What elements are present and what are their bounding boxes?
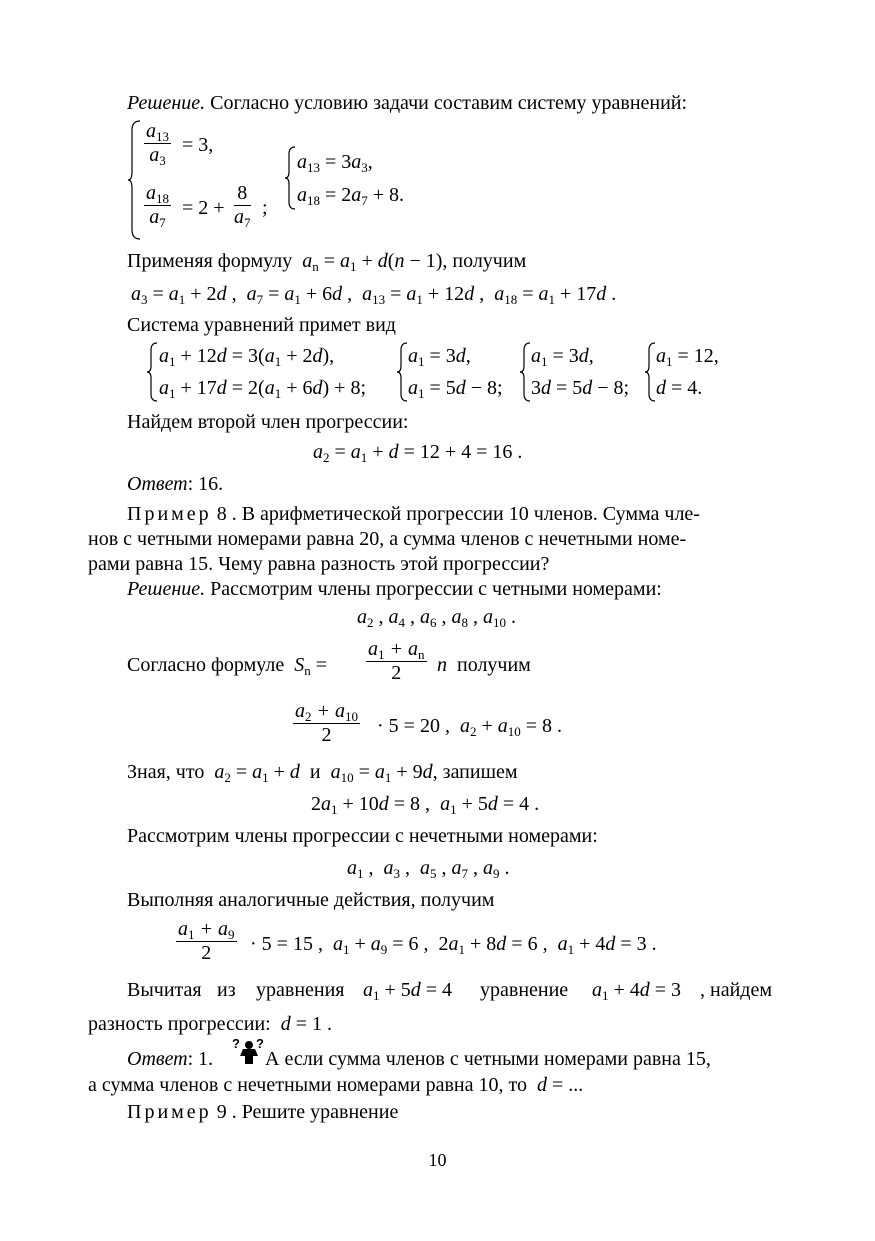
- a2-computation: $a_2 = a_1 + d = 12 + 4 = 16$ .: [313, 441, 523, 465]
- second-term-text: Найдем второй член прогрессии:: [127, 411, 409, 433]
- system-1-brace: [128, 120, 142, 240]
- example-number: 8 .: [211, 503, 237, 525]
- sys-b-1: $a_1 = 3d$,: [408, 345, 471, 369]
- odd-sum-fraction: $\frac{a_1 + a_9}{2}$: [178, 918, 235, 964]
- example-label: Пример: [127, 1101, 212, 1123]
- subtract-w5: , найдем: [700, 979, 772, 1001]
- odd-result: · 5 = 15 , $a_1 + a_9 = 6$ , $2a_1 + 8d = 6$ , $a_1 + 4d = 3$ .: [250, 933, 657, 957]
- difference-line: разность прогрессии: d = 1 .: [88, 1013, 332, 1035]
- sys-d-2: d = 4.: [656, 377, 703, 399]
- fraction-a18-a7: $\frac{a_{18}}{a_7}$: [146, 182, 169, 230]
- example-8-line-2: нов с четными номерами равна 20, а сумма членов с нечетными номе-: [88, 528, 687, 550]
- answer-value: : 1.: [187, 1048, 214, 1070]
- svg-text:?: ?: [256, 1036, 264, 1051]
- knowing-line: Зная, что $a_2 = a_1 + d$ и $a_{10} = a_1 + 9d$, запишем: [127, 761, 518, 785]
- eq-equals-2: = 2 +: [182, 197, 225, 219]
- semicolon: ;: [262, 197, 268, 219]
- and-word: и: [309, 761, 321, 783]
- formula-text: Согласно формуле: [127, 654, 285, 676]
- question-text: а сумма членов с нечетными номерами равна 10, то: [88, 1074, 527, 1096]
- fraction-a13-a3: $\frac{a_{13}}{a_3}$: [146, 120, 169, 168]
- sys-c-2: 3d = 5d − 8;: [531, 377, 630, 399]
- thinking-person-icon: [232, 1036, 266, 1066]
- sum-fraction: $\frac{a_1 + a_n}{2}$: [368, 638, 425, 684]
- even-sum-eq: · 5 = 20 , $a_2 + a_{10} = 8$ .: [377, 715, 563, 739]
- answer-value: : 16.: [187, 473, 224, 495]
- formula-line: Согласно формуле $S_n$ =: [127, 654, 328, 678]
- system-2-brace: [285, 146, 297, 210]
- fraction-8-a7: $\frac{8}{a_7}$: [234, 182, 251, 230]
- question-line-1: А если сумма членов с четными номерами равна 15,: [265, 1048, 711, 1070]
- solution-2-line: [127, 577, 662, 601]
- sys-d-1: $a_1 = 12$,: [656, 345, 719, 369]
- odd-text: Рассмотрим члены прогрессии с нечетными номерами:: [127, 825, 598, 847]
- example-text: В арифметической прогрессии 10 членов. Сумма чле-: [236, 503, 700, 525]
- sys-a-1: $a_1 + 12d = 3(a_1 + 2d)$,: [159, 345, 335, 369]
- solution-label: Решение.: [127, 92, 206, 114]
- subtract-w3: уравнения: [256, 979, 345, 1001]
- answer-label: Ответ: [127, 473, 188, 495]
- system-text: Система уравнений примет вид: [127, 314, 396, 336]
- answer-1: [127, 472, 223, 496]
- answer-label: Ответ: [127, 1048, 188, 1070]
- even-sum-fraction: $\frac{a_2 + a_{10}}{2}$: [295, 700, 358, 746]
- solution-label: Решение.: [127, 578, 206, 600]
- example-text: Решите уравнение: [236, 1101, 399, 1123]
- eq-a18: $a_{18} = 2a_7 + 8$.: [297, 184, 405, 208]
- subtract-w1: Вычитая: [127, 979, 202, 1001]
- apply-tail: , получим: [442, 250, 527, 272]
- knowing-tail: , запишем: [432, 761, 518, 783]
- formula-tail: n получим: [437, 654, 531, 676]
- example-9-line: [127, 1100, 398, 1124]
- solution-text: Согласно условию задачи составим систему уравнений:: [205, 92, 688, 114]
- svg-text:?: ?: [232, 1036, 240, 1051]
- example-8-line-3: рами равна 15. Чему равна разность этой прогрессии?: [88, 553, 550, 575]
- apply-line: Применяя формулу $a_n = a_1 + d(n - 1)$, получим: [127, 250, 527, 274]
- eq-equals-3: = 3,: [182, 134, 214, 156]
- difference-text: разность прогрессии:: [88, 1013, 271, 1035]
- similar-text: Выполняя аналогичные действия, получим: [127, 889, 495, 911]
- subtract-eq2: $a_1 + 4d = 3$: [592, 979, 682, 1003]
- solution-text: Рассмотрим члены прогрессии с четными номерами:: [205, 578, 662, 600]
- solution-1-line: [127, 91, 687, 115]
- sys-c-1: $a_1 = 3d$,: [531, 345, 594, 369]
- sys-b-2: $a_1 = 5d - 8$;: [408, 377, 503, 401]
- example-number: 9 .: [211, 1101, 237, 1123]
- subtract-eq1: $a_1 + 5d = 4$: [363, 979, 453, 1003]
- knowing-text: Зная, что: [127, 761, 205, 783]
- apply-text: Применяя формулу: [127, 250, 293, 272]
- even-terms: $a_2$ , $a_4$ , $a_6$ , $a_8$ , $a_{10}$ .: [357, 606, 516, 630]
- example-8-line-1: [127, 502, 700, 526]
- formula-tail-text: получим: [457, 654, 531, 676]
- brace-a: [147, 342, 159, 402]
- question-line-2: а сумма членов с нечетными номерами равна 10, то d = ...: [88, 1074, 584, 1096]
- page-number: 10: [428, 1150, 447, 1170]
- subtract-w2: из: [217, 979, 236, 1001]
- terms-formulas: $a_3 = a_1 + 2d$ , $a_7 = a_1 + 6d$ , $a_{13} = a_1 + 12d$ , $a_{18} = a_1 + 17d$ .: [131, 283, 617, 307]
- eq-a13: $a_{13} = 3a_3$,: [297, 151, 373, 175]
- even-result: $2a_1 + 10d = 8$ , $a_1 + 5d = 4$ .: [311, 793, 540, 817]
- odd-terms: $a_1$ , $a_3$ , $a_5$ , $a_7$ , $a_9$ .: [347, 857, 510, 881]
- example-label: Пример: [127, 503, 212, 525]
- subtract-w4: уравнение: [480, 979, 569, 1001]
- answer-2: [127, 1047, 213, 1071]
- sys-a-2: $a_1 + 17d = 2(a_1 + 6d) + 8$;: [159, 377, 367, 401]
